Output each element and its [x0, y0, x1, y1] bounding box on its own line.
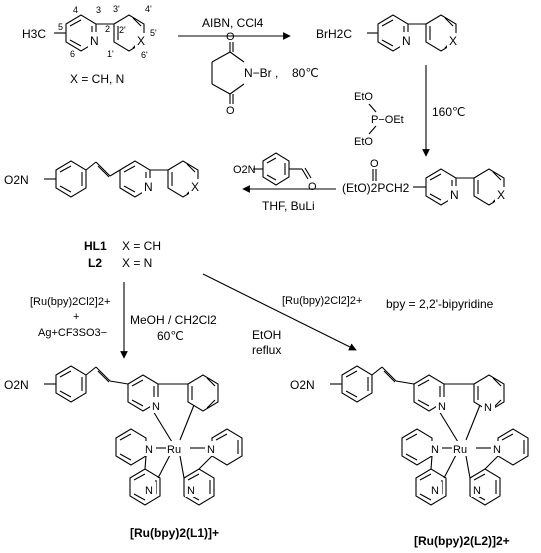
- phosphonate-label: (EtO)2PCH2: [342, 181, 410, 195]
- complex1-o2n: O2N: [4, 378, 29, 392]
- complex2-n-ligand-a: N: [438, 401, 446, 413]
- pyridine-n: N: [90, 34, 99, 48]
- p-eto-top: EtO: [354, 91, 373, 103]
- step4b: [203, 274, 494, 357]
- complex1-n-bpy1a: N: [145, 444, 153, 456]
- step1-reagents: AIBN, CCl4: [202, 16, 264, 30]
- step1: [178, 16, 319, 117]
- phosphonate: [342, 158, 507, 205]
- complex1-n-bpy2a: N: [207, 444, 215, 456]
- bromide: [316, 15, 459, 51]
- complex1-n-bpy1b: N: [145, 485, 153, 497]
- bromide-x: X: [449, 34, 458, 48]
- complex1: [4, 366, 242, 540]
- step4a-solvent: MeOH / CH2Cl2: [130, 313, 217, 327]
- complex1-ru: Ru: [167, 444, 182, 456]
- step4a-reagent1: [Ru(bpy)2Cl2]2+: [30, 296, 111, 308]
- complex2-ru: Ru: [453, 444, 468, 456]
- x-definition: X = CH, N: [70, 72, 125, 86]
- nbs-label: N−Br ,: [244, 66, 279, 80]
- bromide-n: N: [402, 34, 411, 48]
- ligand: [4, 161, 201, 270]
- complex2: [290, 366, 528, 548]
- step4b-solvent: EtOH: [252, 328, 282, 342]
- step3-conditions: THF, BuLi: [262, 199, 315, 213]
- phosphonate-o: O: [370, 158, 379, 170]
- ligand-n: N: [144, 180, 153, 194]
- hl1-definition: X = CH: [122, 239, 162, 253]
- locant-4p: 4': [145, 4, 152, 14]
- locant-1p: 1': [107, 49, 114, 59]
- aldehyde-o2n: O2N: [233, 164, 256, 176]
- phosphonate-x: X: [497, 188, 506, 202]
- bpy-note: bpy = 2,2'-bipyridine: [386, 297, 494, 311]
- step3: [233, 153, 336, 213]
- locant-6: 6: [70, 49, 76, 59]
- locant-5: 5: [58, 22, 64, 32]
- methyl-label: H3C: [22, 27, 47, 41]
- locant-2p: 2': [119, 25, 126, 35]
- complex1-n-ligand: N: [152, 401, 160, 413]
- step1-temp: 80℃: [292, 66, 319, 80]
- locant-6p: 6': [141, 50, 148, 60]
- complex2-n-bpy1a: N: [431, 444, 439, 456]
- step2-temp: 160℃: [432, 105, 466, 119]
- step4b-reagent: [Ru(bpy)2Cl2]2+: [282, 295, 363, 307]
- complex2-n-ligand-b: N: [484, 402, 492, 414]
- p-oet: P−OEt: [371, 114, 404, 126]
- x-atom: X: [137, 34, 146, 48]
- step4b-cond: reflux: [252, 343, 282, 357]
- nbs-ring: [212, 42, 244, 104]
- l2-label: L2: [88, 256, 103, 270]
- ligand-x: X: [191, 180, 200, 194]
- complex1-n-bpy2b: N: [187, 485, 195, 497]
- nbs-o-top: O: [226, 31, 235, 43]
- phosphonate-n: N: [450, 188, 459, 202]
- nbs-o-bottom: O: [226, 105, 235, 117]
- locant-4: 4: [73, 5, 79, 15]
- step2: [354, 65, 466, 156]
- locant-3: 3: [96, 5, 102, 15]
- aldehyde-ring: [253, 153, 311, 185]
- complex1-label: [Ru(bpy)2(L1)]+: [130, 526, 219, 540]
- step4a: [30, 282, 217, 358]
- step4a-reagent2: Ag+CF3SO3−: [38, 327, 108, 339]
- l2-definition: X = N: [122, 256, 153, 270]
- locant-3p: 3': [113, 4, 120, 14]
- complex2-o2n: O2N: [290, 378, 315, 392]
- step4a-plus: +: [73, 311, 80, 323]
- complex2-n-bpy2b: N: [473, 485, 481, 497]
- complex2-n-bpy1b: N: [431, 485, 439, 497]
- p-eto-bottom: EtO: [354, 136, 373, 148]
- ligand-o2n: O2N: [4, 173, 29, 187]
- bromide-label: BrH2C: [316, 27, 353, 41]
- step4a-temp: 60℃: [157, 329, 184, 343]
- start-material: [22, 4, 157, 86]
- aldehyde-o: O: [308, 181, 317, 193]
- locant-5p: 5': [150, 28, 157, 38]
- hl1-label: HL1: [84, 239, 107, 253]
- complex2-label: [Ru(bpy)2(L2)]2+: [414, 534, 510, 548]
- complex2-n-bpy2a: N: [493, 444, 501, 456]
- locant-2: 2: [105, 24, 111, 34]
